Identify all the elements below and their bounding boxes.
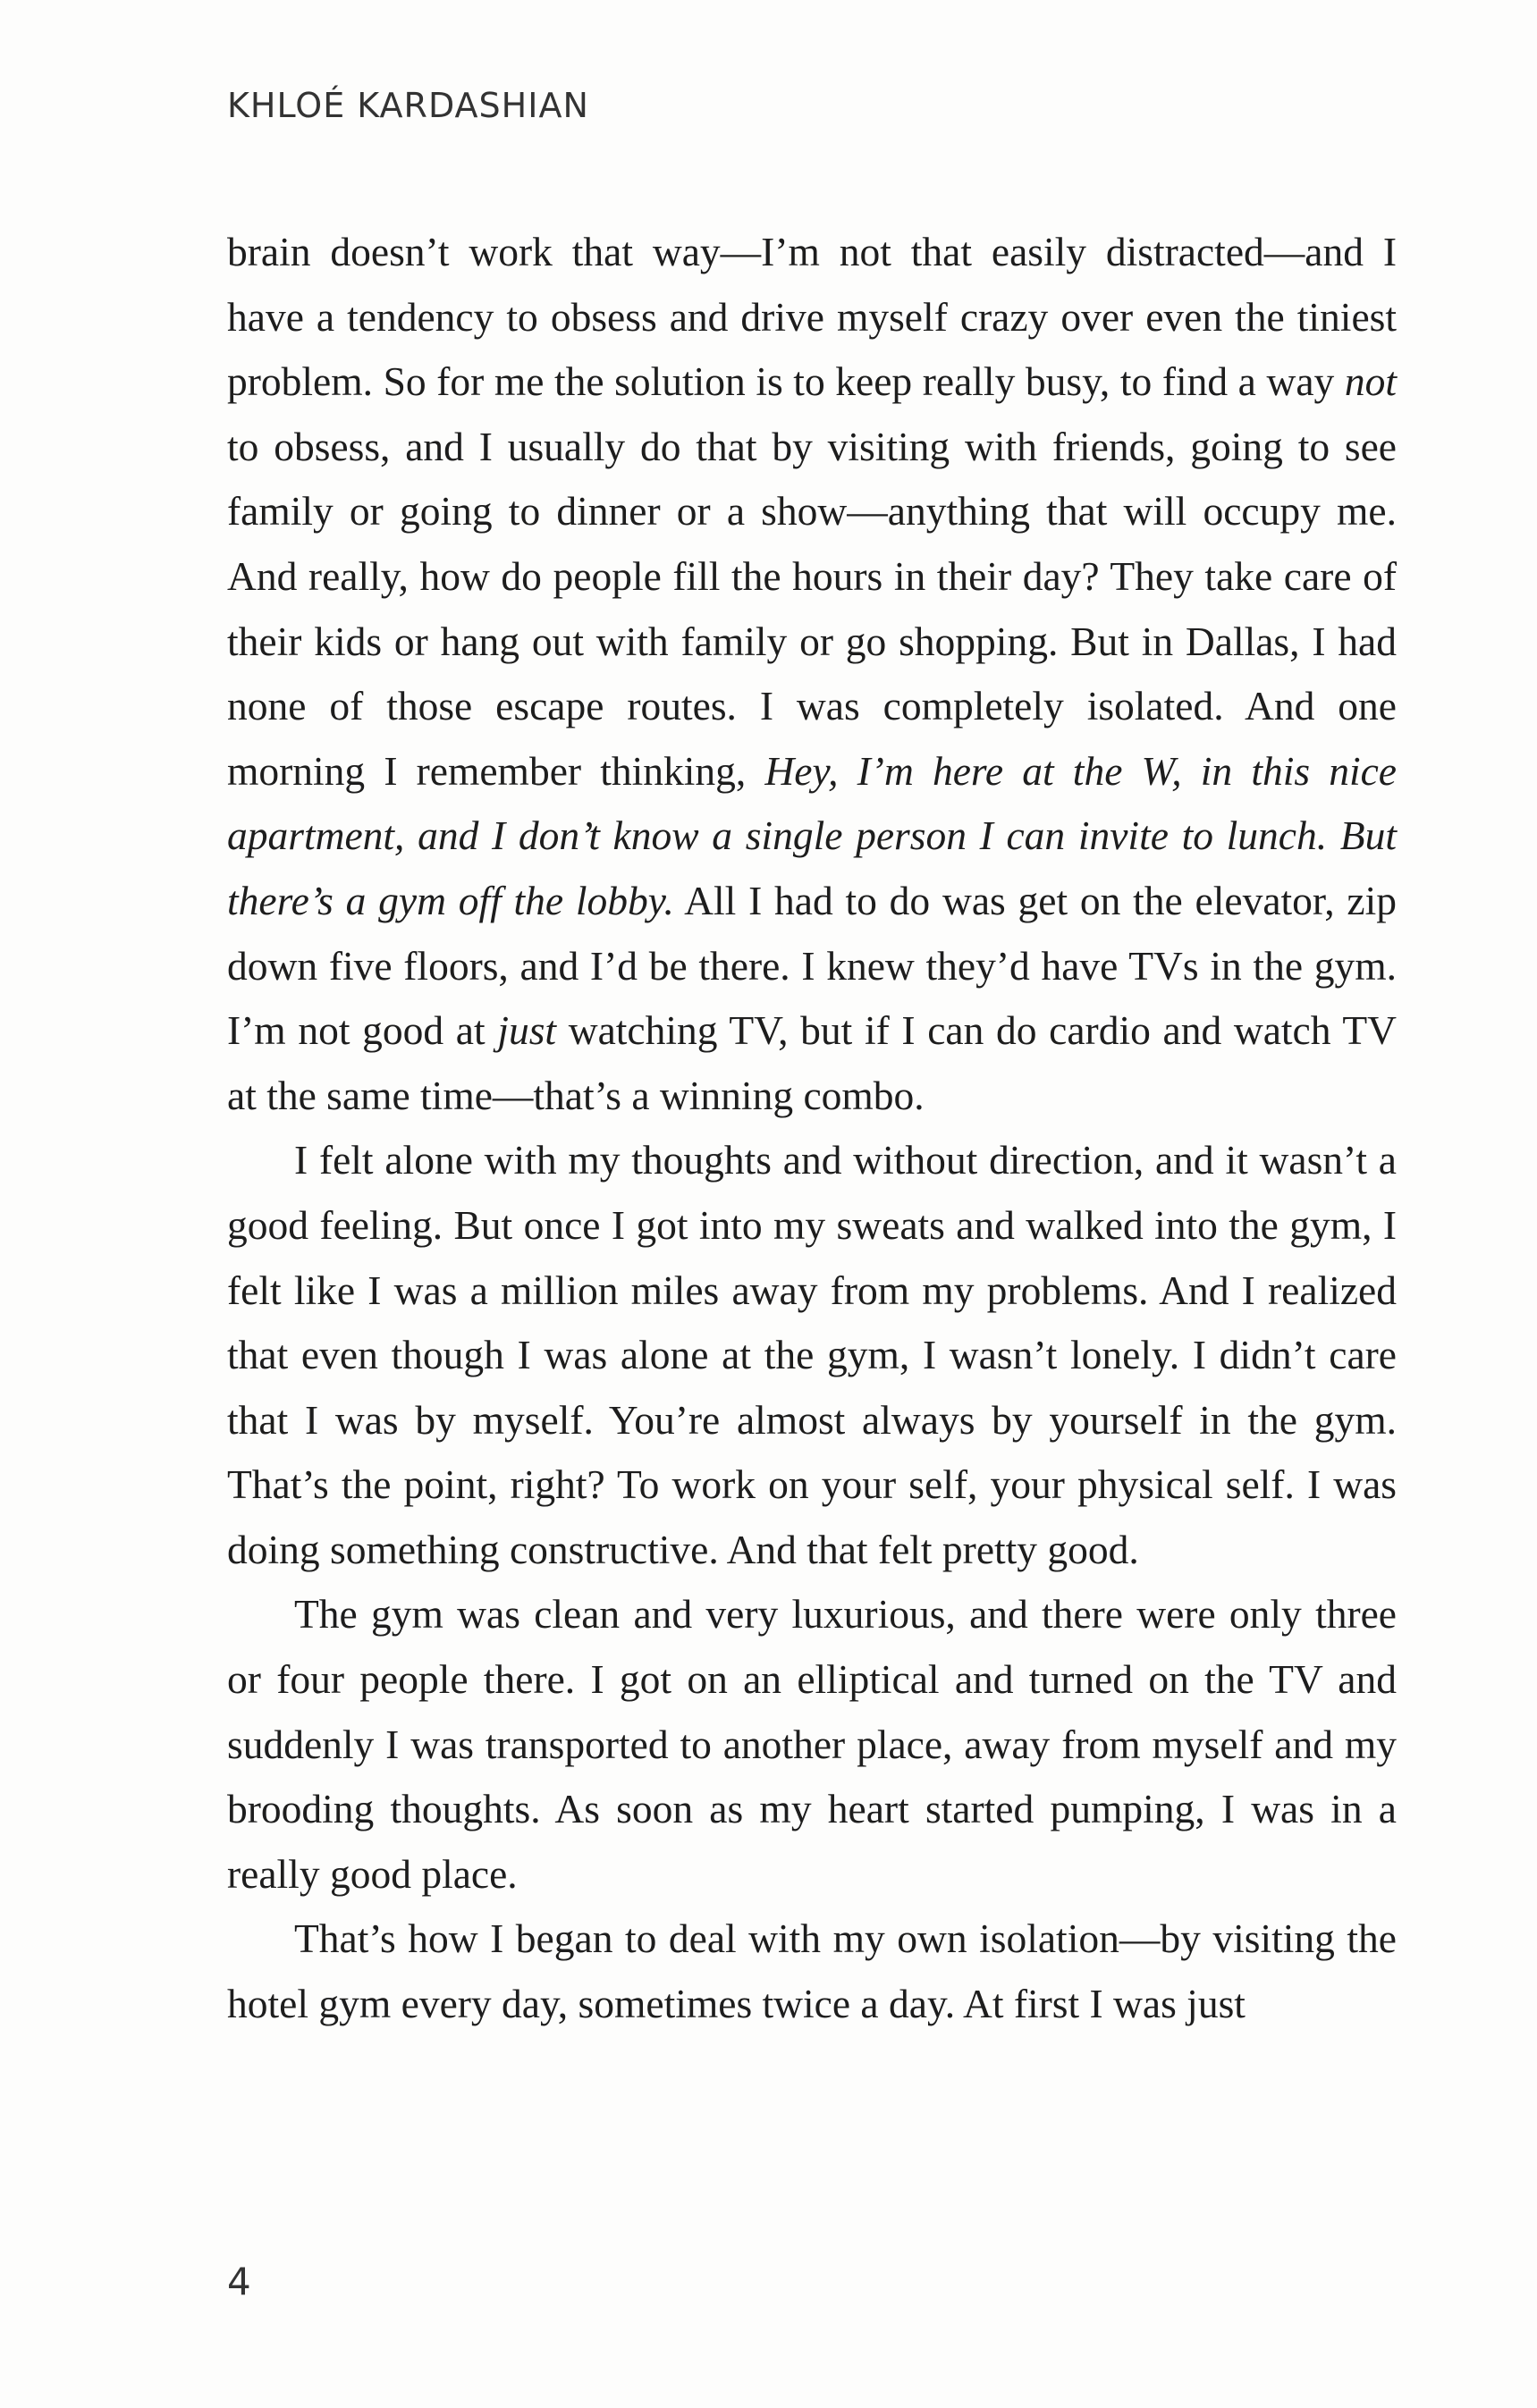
italic-segment: Hey, I’m here at the W, in this nice apartment, and I don’t know a single person I can invite to lunch. But there’s a gym off the lobby. (227, 747, 1397, 923)
italic-segment: just (497, 1007, 557, 1054)
page-number: 4 (227, 2260, 251, 2303)
body-text (227, 220, 1397, 2037)
text-segment: All I had to do was get on the elevator, zip down five floors, and I’d be there. I knew they’d have TVs in the gym. I’m not good at (227, 877, 1397, 1054)
paragraph-3 (227, 1582, 1397, 1907)
text-segment: to obsess, and I usually do that by visiting with friends, going to see family or going to dinner or a show—anything that will occupy me. And really, how do people fill the hours in their day? They take care of their kids or hang out with family or go shopping. But in Dallas, I had none of those escape routes. I was completely isolated. And one morning I remember thinking, (227, 423, 1397, 794)
text-segment: watching TV, but if I can do cardio and watch TV at the same time—that’s a winning combo. (227, 1007, 1397, 1118)
text-segment: I felt alone with my thoughts and without direction, and it wasn’t a good feeling. But once I got into my sweats and walked into the gym, I felt like I was a million miles away from my problems. And I realized that even though I was alone at the gym, I wasn’t lonely. I didn’t care that I was by myself. You’re almost always by yourself in the gym. That’s the point, right? To work on your self, your physical self. I was doing something constructive. And that felt pretty good. (227, 1137, 1397, 1572)
text-segment: That’s how I began to deal with my own isolation—by visiting the hotel gym every day, sometimes twice a day. At first I was just (227, 1915, 1397, 2027)
running-head: KHLOÉ KARDASHIAN (227, 86, 589, 125)
paragraph-4 (227, 1907, 1397, 2036)
paragraph-1 (227, 220, 1397, 1128)
paragraph-2 (227, 1128, 1397, 1582)
italic-segment: not (1344, 358, 1397, 405)
text-segment: brain doesn’t work that way—I’m not that easily distracted—and I have a tendency to obsess and drive myself crazy over even the tiniest problem. So for me the solution is to keep really busy, to find a way (227, 229, 1397, 405)
text-segment: The gym was clean and very luxurious, and there were only three or four people there. I got on an elliptical and turned on the TV and suddenly I was transported to another place, away from myself and my brooding thoughts. As soon as my heart started pumping, I was in a really good place. (227, 1591, 1397, 1897)
